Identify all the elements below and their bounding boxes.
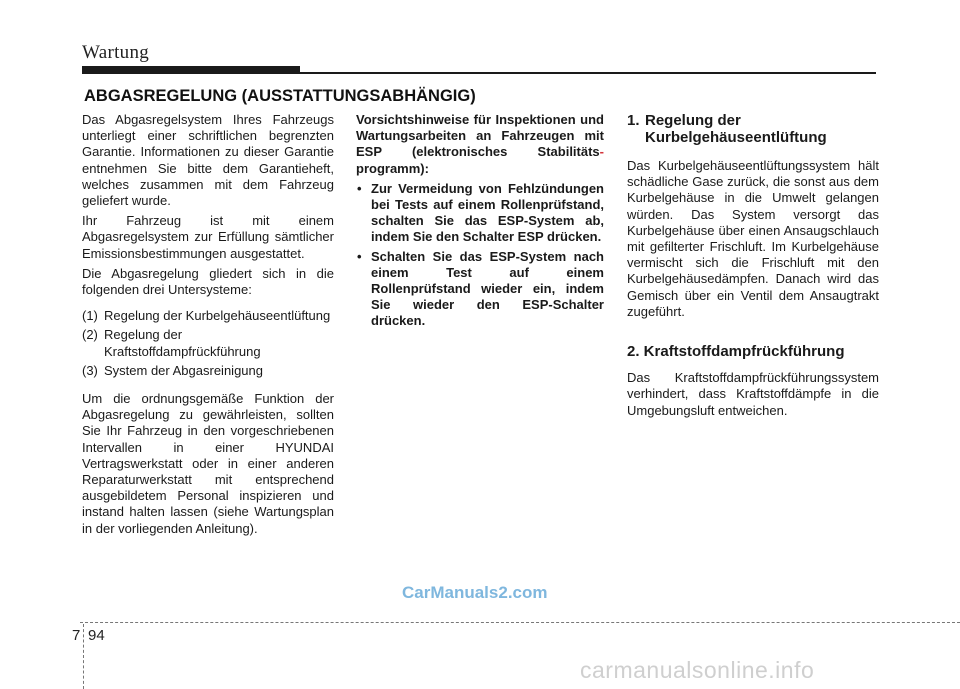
header-rule: [82, 72, 876, 74]
paragraph-maintenance: Um die ordnungsgemäße Funktion der Abgasregelung zu gewährleisten, sollten Sie Ihr Fahrzeug in den vorgeschriebenen Intervallen in einer HYUNDAI Vertragswerkstatt oder in einer anderen Reparaturwerkstatt mit entsprechend ausgebildetem Personal inspizieren und instand halten lassen (siehe Wartungsplan in der vorliegenden Anleitung).: [82, 391, 334, 536]
esp-precautions-intro: Vorsichtshinweise für Inspektionen und Wartungsarbeiten an Fahrzeugen mit ESP (elektronisches Stabilitäts- programm):: [356, 112, 604, 176]
list-item-number: (3): [82, 362, 98, 378]
list-item-text: Regelung der Kraftstoffdampfrückführung: [104, 327, 261, 359]
footer-rule: [80, 622, 960, 623]
subheading-fuel-vapor: 2. Kraftstoffdampfrückführung: [627, 343, 845, 361]
hyphen-mark: -: [599, 144, 604, 160]
list-item: [82, 363, 334, 379]
paragraph-crankcase: Das Kurbelgehäuseentlüftungssystem hält schädliche Gase zurück, die sonst aus dem Kurbelgehäuse in die Umwelt gelangen würden. Das System versorgt das Kurbelgehäuse über einen Ansaugschlauch mit gefilterter Frischluft. Im Kurbelgehäuse vermischt sich die Frischluft mit den Kurbelgehäusedämpfen. Danach wird das Gemisch über ein Ventil dem Ansaugtrakt zugeführt.: [627, 158, 879, 319]
paragraph-fuel-vapor: Das Kraftstoffdampfrückführungssystem verhindert, dass Kraftstoffdämpfe in die Umgebungsluft entweichen.: [627, 370, 879, 418]
subsystem-list: [82, 308, 334, 379]
paragraph-equipment: Ihr Fahrzeug ist mit einem Abgasregelsystem zur Erfüllung sämtlicher Emissionsbestimmungen ausgestattet.: [82, 213, 334, 261]
bullet-icon: •: [357, 180, 362, 196]
list-item-number: (1): [82, 308, 98, 324]
bullet-icon: •: [357, 248, 362, 264]
column-middle: [356, 112, 604, 330]
list-item-text: System der Abgasreinigung: [104, 362, 263, 378]
list-item: [82, 308, 334, 324]
footer-separator: [83, 624, 84, 689]
bullet-text: Schalten Sie das ESP-System nach einem Test auf einem Rollenprüfstand wieder ein, indem Sie wieder den ESP-Schalter drücken.: [371, 248, 604, 329]
page-number: 94: [88, 627, 105, 644]
watermark-carmanuals2: CarManuals2.com: [402, 583, 548, 602]
section-title: ABGASREGELUNG (AUSSTATTUNGSABHÄNGIG): [84, 87, 476, 105]
subheading-number: 1.: [627, 112, 640, 129]
bullet-text: Zur Vermeidung von Fehlzündungen bei Tests auf einem Rollenprüfstand, schalten Sie das ESP-System ab, indem Sie den Schalter ESP drücken.: [371, 180, 604, 245]
bullet-item: [356, 181, 604, 246]
column-left: [82, 112, 334, 541]
watermark-carmanualsonline: carmanualsonline.info: [580, 657, 815, 683]
paragraph-warranty: Das Abgasregelsystem Ihres Fahrzeugs unterliegt einer schriftlichen begrenzten Garantie. Informationen zu dieser Garantie entnehmen Sie bitte dem Garantieheft, welches zusammen mit dem Fahrzeug geliefert wurde.: [82, 112, 334, 209]
subheading-crankcase: 1. Regelung der Kurbelgehäuseentlüftung: [627, 112, 827, 146]
column-right: [627, 112, 879, 423]
list-item: [82, 327, 334, 359]
chapter-number: 7: [72, 627, 81, 644]
page-header-title: Wartung: [82, 42, 150, 63]
list-item-number: (2): [82, 327, 98, 343]
paragraph-subsystems-intro: Die Abgasregelung gliedert sich in die folgenden drei Untersysteme:: [82, 265, 334, 298]
list-item-text: Regelung der Kurbelgehäuseentlüftung: [104, 308, 331, 324]
bullet-item: [356, 249, 604, 330]
